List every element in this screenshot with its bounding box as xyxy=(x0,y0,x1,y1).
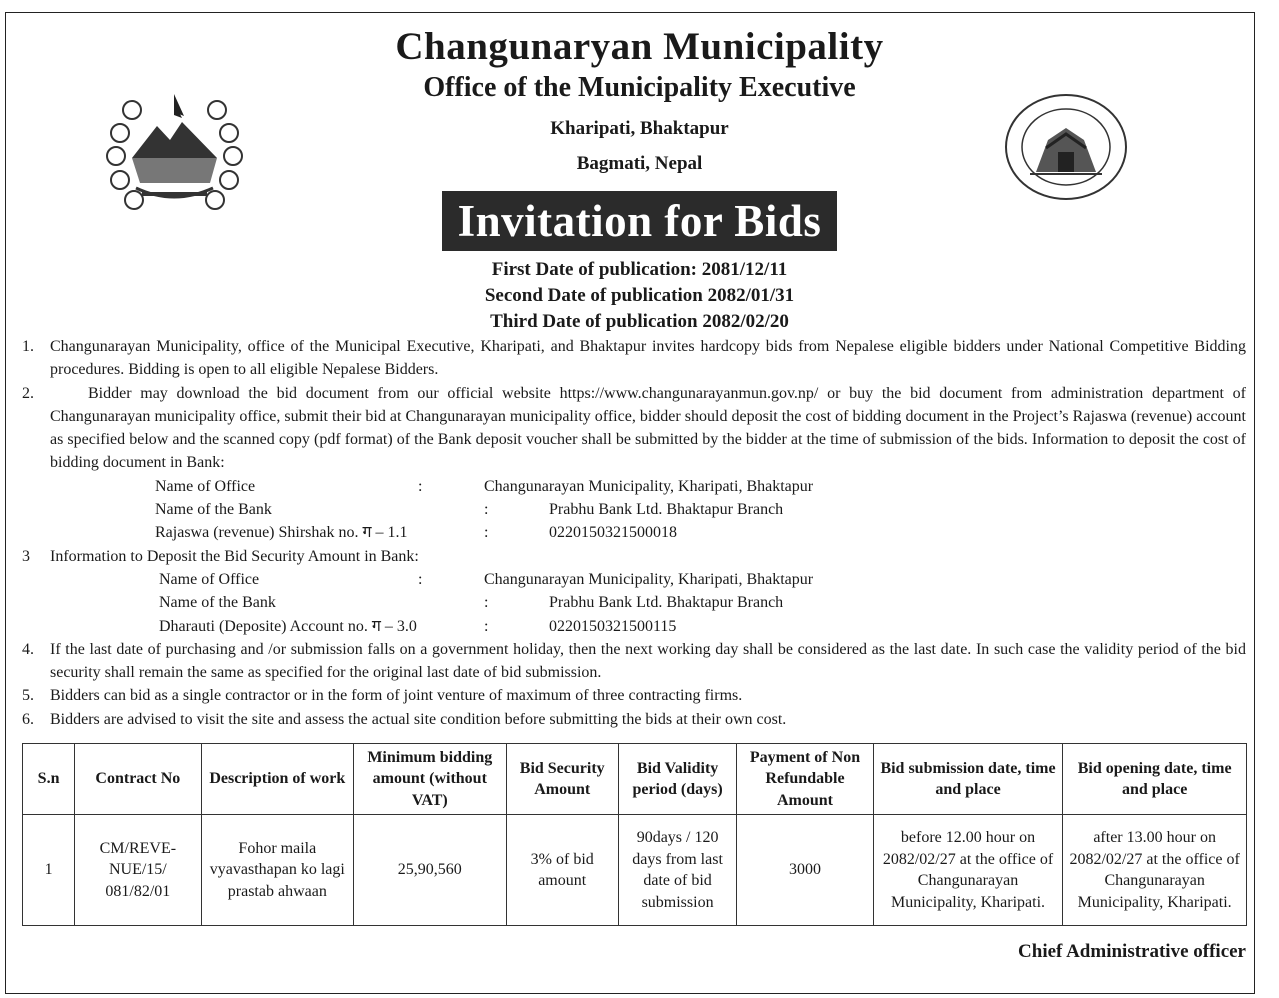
paragraph-text: Bidder may download the bid document from our official website https://www.changunarayanmun.gov.np/ or buy the bid document from administration department of Changunarayan municipality office, submit their bid at Changunarayan municipality office, bidder should deposit the cost of bidding document in the Project’s Rajaswa (revenue) account as specified below and the scanned copy (pdf format) of the Bank deposit voucher shall be submitted by the bidder at the time of submission of the bids. Information to deposit the cost of bidding document in Bank: xyxy=(50,384,1246,472)
paragraph-text: If the last date of purchasing and /or submission falls on a government holiday, then the next working day shall be considered as the last date. In such case the validity period of the bid security shall remain the same as specified for the original last date of bid submission. xyxy=(50,640,1246,682)
bank-info-row xyxy=(22,475,1246,498)
bank-info-value: Changunarayan Municipality, Kharipati, Bhaktapur xyxy=(484,477,814,495)
column-header: Bid submission date, time and place xyxy=(873,744,1063,815)
notice-paragraph-2 xyxy=(22,382,1246,475)
paragraph-number: 2. xyxy=(22,384,34,402)
table-cell: after 13.00 hour on 2082/02/27 at the office of Changunarayan Municipality, Kharipati. xyxy=(1063,815,1247,926)
signature-title: Chief Administrative officer xyxy=(1018,941,1246,962)
paragraph-number: 6. xyxy=(22,710,34,728)
deposit-info-row xyxy=(22,615,1246,638)
column-header: Contract No xyxy=(75,744,201,815)
third-publication-date: Third Date of publication 2082/02/20 xyxy=(490,311,789,332)
table-header-row xyxy=(23,744,1247,815)
paragraph-text: Bidders can bid as a single contractor or in the form of joint venture of maximum of three contracting firms. xyxy=(50,687,743,705)
deposit-info-label: Dharauti (Deposite) Account no. ग – 3.0 xyxy=(159,617,417,635)
invitation-banner: Invitation for Bids xyxy=(442,191,838,251)
table-row xyxy=(23,815,1247,926)
address-line-2: Bagmati, Nepal xyxy=(576,153,703,174)
table-cell: 3% of bid amount xyxy=(506,815,618,926)
deposit-info-sep: : xyxy=(484,594,489,612)
bank-info-label: Rajaswa (revenue) Shirshak no. ग – 1.1 xyxy=(155,524,408,542)
deposit-info-sep: : xyxy=(484,617,489,635)
column-header: Minimum bidding amount (without VAT) xyxy=(354,744,506,815)
deposit-info-value: Prabhu Bank Ltd. Bhaktapur Branch xyxy=(549,594,784,612)
bank-info-label: Name of Office xyxy=(155,477,256,495)
notice-paragraph-5 xyxy=(22,684,1246,707)
column-header: Bid Validity period (days) xyxy=(618,744,736,815)
paragraph-text: Information to Deposit the Bid Security Amount in Bank: xyxy=(50,547,419,565)
office-subtitle: Office of the Municipality Executive xyxy=(423,72,856,103)
paragraph-text: Changunarayan Municipality, office of the Municipal Executive, Kharipati, and Bhaktapur invites hardcopy bids from Nepalese eligible bidders under National Competitive Bidding procedures. Bidding is open to all eligible Nepalese Bidders. xyxy=(50,338,1246,379)
deposit-info-label: Name of the Bank xyxy=(159,594,276,612)
deposit-info-value: 0220150321500115 xyxy=(549,617,677,635)
deposit-info-label: Name of Office xyxy=(159,570,260,588)
table-cell: 3000 xyxy=(737,815,873,926)
table-cell: 25,90,560 xyxy=(354,815,506,926)
deposit-info-row xyxy=(22,568,1246,591)
column-header: Description of work xyxy=(201,744,353,815)
notice-paragraph-4 xyxy=(22,638,1246,685)
municipality-seal-icon xyxy=(1002,92,1130,202)
bank-info-label: Name of the Bank xyxy=(155,501,272,519)
bank-info-sep: : xyxy=(484,524,489,542)
notice-paragraph-6 xyxy=(22,708,1246,731)
bank-info-value: Prabhu Bank Ltd. Bhaktapur Branch xyxy=(549,501,784,519)
paragraph-number: 4. xyxy=(22,640,34,658)
deposit-info-sep: : xyxy=(418,570,423,588)
paragraph-number: 3 xyxy=(22,547,30,565)
bank-info-value: 0220150321500018 xyxy=(549,524,677,542)
column-header: Payment of Non Refundable Amount xyxy=(737,744,873,815)
table-cell: 1 xyxy=(23,815,75,926)
notice-paragraph-3 xyxy=(22,545,1246,568)
table-cell: 90days / 120 days from last date of bid submission xyxy=(618,815,736,926)
column-header: S.n xyxy=(23,744,75,815)
paragraph-number: 1. xyxy=(22,338,34,355)
bank-info-sep: : xyxy=(484,501,489,519)
bank-info-row xyxy=(22,521,1246,544)
table-cell: before 12.00 hour on 2082/02/27 at the office of Changunarayan Municipality, Kharipati. xyxy=(873,815,1063,926)
bids-table xyxy=(22,743,1247,926)
table-cell: Fohor maila vyavasthapan ko lagi prastab ahwaan xyxy=(201,815,353,926)
deposit-info-row xyxy=(22,591,1246,614)
second-publication-date: Second Date of publication 2082/01/31 xyxy=(484,285,795,306)
table-cell: CM/REVE-NUE/15/ 081/82/01 xyxy=(75,815,201,926)
deposit-info-value: Changunarayan Municipality, Kharipati, Bhaktapur xyxy=(484,570,814,588)
address-line-1: Kharipati, Bhaktapur xyxy=(550,118,729,139)
bank-info-row xyxy=(22,498,1246,521)
notice-paragraph-1 xyxy=(22,335,1246,382)
paragraph-text: Bidders are advised to visit the site and assess the actual site condition before submitting the bids at their own cost. xyxy=(50,710,787,728)
column-header: Bid Security Amount xyxy=(506,744,618,815)
page-title: Changunaryan Municipality xyxy=(395,25,884,68)
column-header: Bid opening date, time and place xyxy=(1063,744,1247,815)
notice-body xyxy=(22,335,1246,731)
paragraph-number: 5. xyxy=(22,687,34,705)
bank-info-sep: : xyxy=(418,477,423,495)
first-publication-date: First Date of publication: 2081/12/11 xyxy=(491,259,788,280)
